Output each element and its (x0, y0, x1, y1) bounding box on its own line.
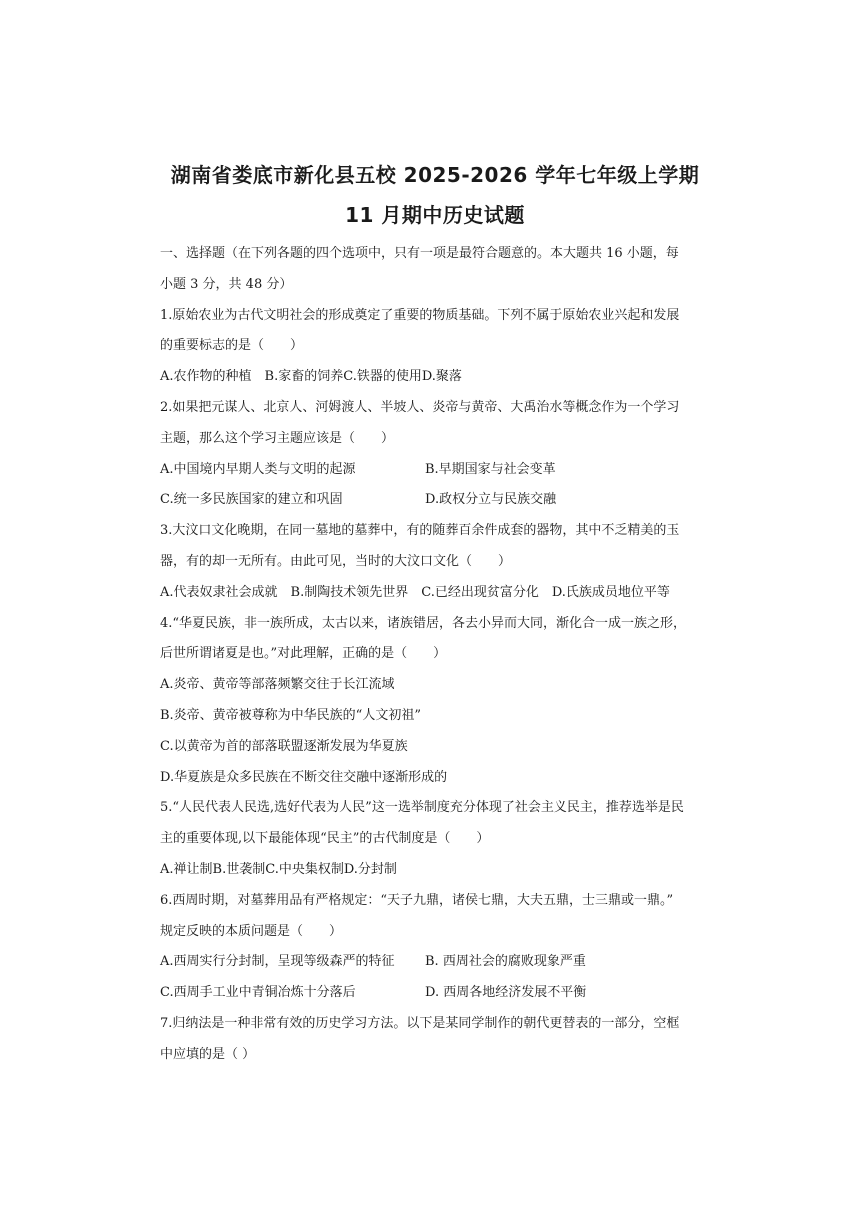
question-options: A.代表奴隶社会成就 B.制陶技术领先世界 C.已经出现贫富分化 D.氏族成员地位平等 (160, 584, 670, 600)
option-c: C.西周手工业中青铜冶炼十分落后 (160, 985, 356, 1001)
question-stem: 主的重要体现,以下最能体现“民主”的古代制度是（ ） (160, 831, 490, 847)
option-a: A.西周实行分封制，呈现等级森严的特征 (160, 954, 395, 970)
question-stem: 规定反映的本质问题是（ ） (160, 923, 343, 939)
question-3 (160, 516, 710, 608)
exam-title-line-1: 湖南省娄底市新化县五校 2025-2026 学年七年级上学期 (170, 163, 700, 187)
section-heading: 一、选择题（在下列各题的四个选项中，只有一项是最符合题意的。本大题共 16 小题，每 (160, 246, 679, 261)
option-row (160, 455, 710, 486)
option-row (160, 978, 710, 1009)
question-stem: 3.大汶口文化晚期，在同一墓地的墓葬中，有的随葬百余件成套的器物，其中不乏精美的玉 (160, 523, 680, 539)
question-options: A.禅让制B.世袭制C.中央集权制D.分封制 (160, 861, 397, 877)
question-7 (160, 1009, 710, 1071)
option-b: B.炎帝、黄帝被尊称为中华民族的“人文初祖” (160, 707, 421, 723)
option-b: B.早期国家与社会变革 (425, 461, 556, 477)
option-c: C.统一多民族国家的建立和巩固 (160, 492, 343, 508)
question-6 (160, 886, 710, 1009)
question-stem: 2.如果把元谋人、北京人、河姆渡人、半坡人、炎帝与黄帝、大禹治水等概念作为一个学习 (160, 399, 680, 415)
section-heading-cont: 小题 3 分，共 48 分） (160, 276, 293, 292)
question-stem: 5.“人民代表人民选,选好代表为人民”这一选举制度充分体现了社会主义民主，推荐选举是民 (160, 800, 684, 816)
question-stem: 主题，那么这个学习主题应该是（ ） (160, 430, 395, 446)
option-c: C.以黄帝为首的部落联盟逐渐发展为华夏族 (160, 738, 408, 754)
question-stem: 6.西周时期，对墓葬用品有严格规定：“天子九鼎，诸侯七鼎，大夫五鼎，士三鼎或一鼎。” (160, 892, 674, 908)
question-options: A.农作物的种植 B.家畜的饲养C.铁器的使用D.聚落 (160, 369, 462, 385)
option-row (160, 485, 710, 516)
question-4 (160, 609, 710, 794)
question-stem: 4.“华夏民族，非一族所成，太古以来，诸族错居，各去小异而大同，渐化合一成一族之形， (160, 615, 687, 631)
question-stem: 后世所谓诸夏是也。”对此理解，正确的是（ ） (160, 646, 447, 662)
option-a: A.中国境内早期人类与文明的起源 (160, 461, 356, 477)
exam-page (160, 155, 710, 1071)
question-stem: 7.归纳法是一种非常有效的历史学习方法。以下是某同学制作的朝代更替表的一部分，空框 (160, 1015, 680, 1031)
option-d: D. 西周各地经济发展不平衡 (425, 985, 587, 1001)
question-5 (160, 793, 710, 885)
question-stem: 器，有的却一无所有。由此可见，当时的大汶口文化（ ） (160, 553, 512, 569)
option-b: B. 西周社会的腐败现象严重 (425, 954, 586, 970)
question-2 (160, 393, 710, 516)
option-a: A.炎帝、黄帝等部落频繁交往于长江流域 (160, 677, 395, 693)
question-stem: 中应填的是（ ） (160, 1046, 256, 1062)
option-d: D.华夏族是众多民族在不断交往交融中逐渐形成的 (160, 769, 448, 785)
question-1 (160, 301, 710, 393)
exam-title-line-2: 11 月期中历史试题 (345, 203, 525, 227)
question-stem: 1.原始农业为古代文明社会的形成奠定了重要的物质基础。下列不属于原始农业兴起和发展 (160, 307, 680, 323)
question-stem: 的重要标志的是（ ） (160, 338, 304, 354)
option-d: D.政权分立与民族交融 (425, 492, 557, 508)
option-row (160, 947, 710, 978)
